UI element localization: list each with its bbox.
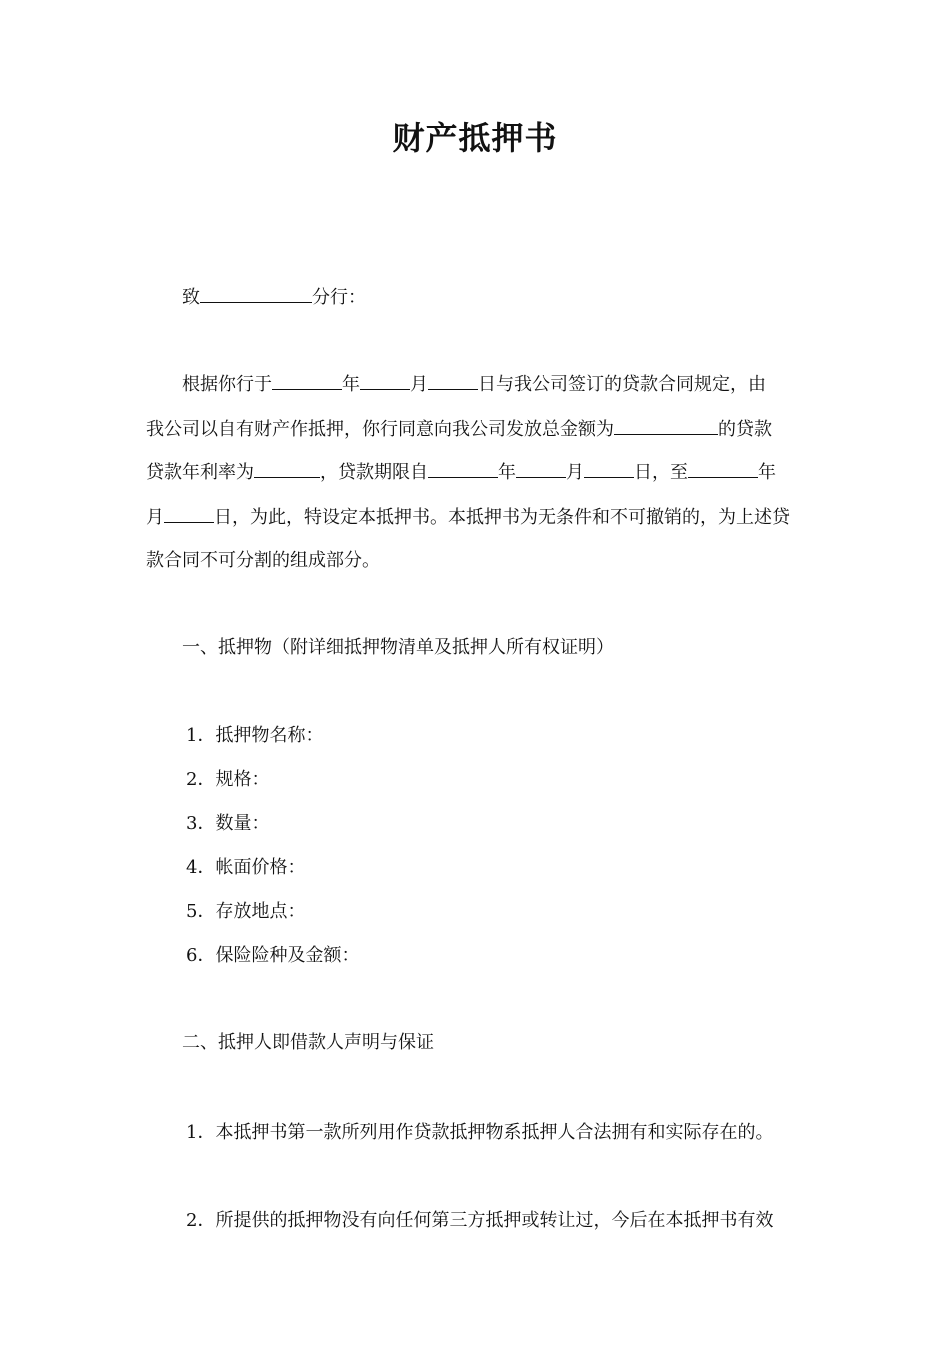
paragraph1-line1 [182, 371, 766, 398]
paragraph1-line5: 款合同不可分割的组成部分。 [146, 550, 380, 571]
text-segment: ，贷款期限自 [320, 462, 428, 483]
text-segment: 贷款年利率为 [146, 462, 254, 483]
paragraph1-line2 [146, 416, 772, 443]
text-segment: 日，至 [634, 462, 688, 483]
end-day-blank [164, 504, 214, 523]
text-segment: 月 [146, 507, 164, 528]
section1-item: 3．数量： [186, 813, 270, 834]
section2-item-2: 2．所提供的抵押物没有向任何第三方抵押或转让过，今后在本抵押书有效 [186, 1210, 774, 1231]
text-segment: 我公司以自有财产作抵押，你行同意向我公司发放总金额为 [146, 419, 614, 440]
text-segment: 日与我公司签订的贷款合同规定，由 [478, 374, 766, 395]
text-segment: 月 [566, 462, 584, 483]
section1-item: 4．帐面价格： [186, 857, 306, 878]
section2-item-1: 1．本抵押书第一款所列用作贷款抵押物系抵押人合法拥有和实际存在的。 [186, 1122, 774, 1143]
loan-amount-blank [614, 416, 718, 435]
text-segment: 年 [342, 374, 360, 395]
end-year-blank [688, 459, 758, 478]
section1-item: 2．规格： [186, 769, 270, 790]
section1-item: 6．保险险种及金额： [186, 945, 360, 966]
text-segment: 年 [758, 462, 776, 483]
start-year-blank [428, 459, 498, 478]
salutation-suffix: 分行： [312, 287, 366, 308]
interest-rate-blank [254, 459, 320, 478]
contract-year-blank [272, 371, 342, 390]
text-segment: 日，为此，特设定本抵押书。本抵押书为无条件和不可撤销的，为上述贷 [214, 507, 790, 528]
section1-heading: 一、抵押物（附详细抵押物清单及抵押人所有权证明） [182, 637, 614, 658]
paragraph1-line4 [146, 504, 790, 531]
contract-month-blank [360, 371, 410, 390]
salutation-prefix: 致 [182, 287, 200, 308]
section1-item: 5．存放地点： [186, 901, 306, 922]
salutation-line [182, 284, 366, 311]
document-title: 财产抵押书 [392, 119, 558, 157]
text-segment: 月 [410, 374, 428, 395]
paragraph1-line3 [146, 459, 776, 486]
section2-heading: 二、抵押人即借款人声明与保证 [182, 1032, 434, 1053]
text-segment: 的贷款 [718, 419, 772, 440]
start-month-blank [516, 459, 566, 478]
branch-name-blank [200, 284, 312, 303]
start-day-blank [584, 459, 634, 478]
text-segment: 年 [498, 462, 516, 483]
section1-item: 1．抵押物名称： [186, 725, 324, 746]
contract-day-blank [428, 371, 478, 390]
text-segment: 根据你行于 [182, 374, 272, 395]
